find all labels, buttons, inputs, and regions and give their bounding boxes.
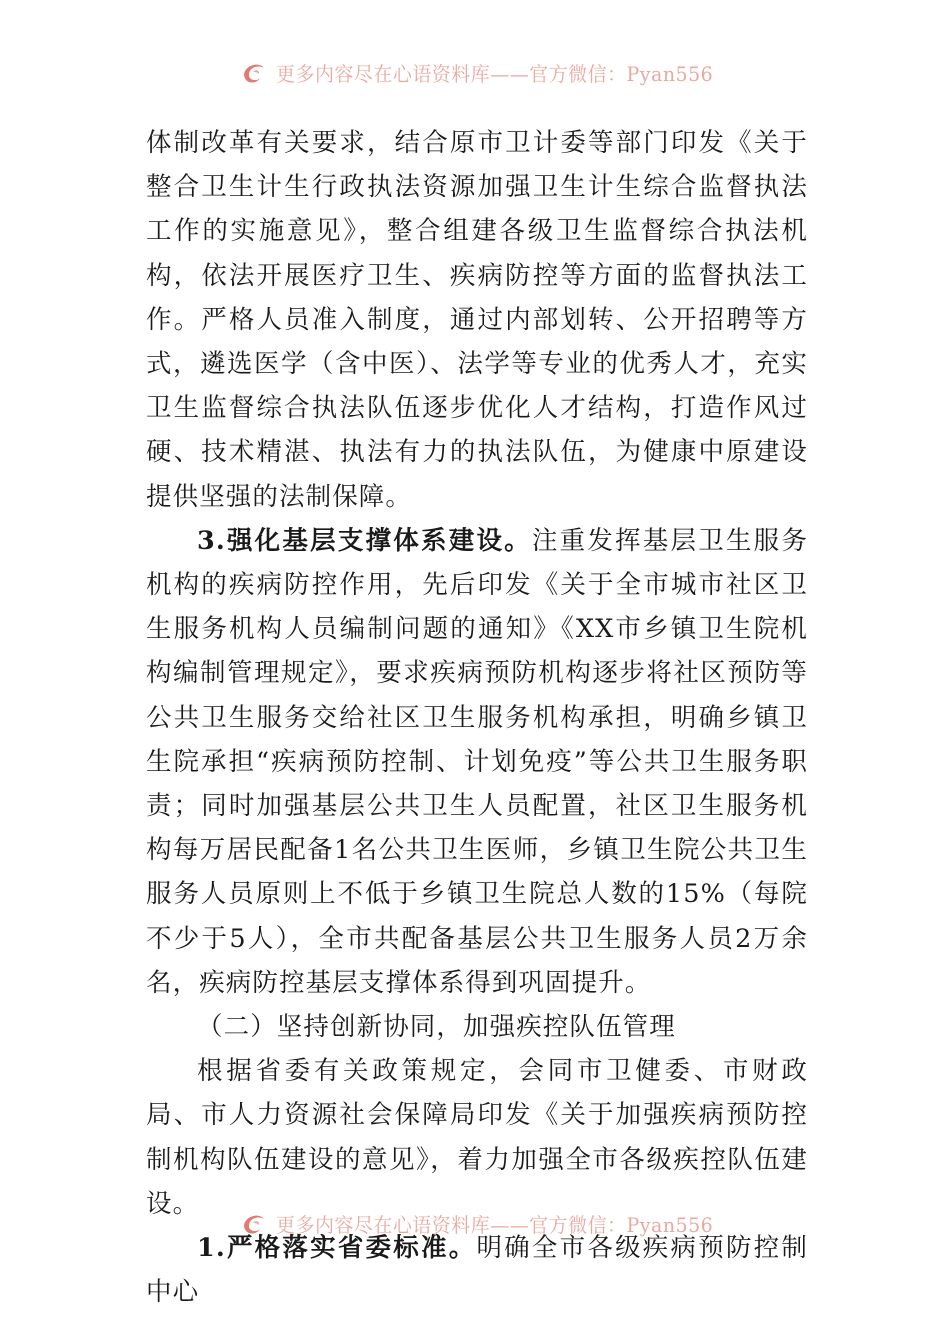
header-watermark-text: 更多内容尽在心语资料库——官方微信：Pyan556: [276, 61, 714, 86]
header-watermark: [240, 52, 720, 92]
paragraph-1: [146, 121, 808, 519]
section-heading: [146, 1005, 808, 1049]
paragraph-4-text: 明确全市各级疾病预防控制中心: [146, 1233, 808, 1308]
swirl-logo-icon: [240, 1209, 268, 1237]
paragraph-2-text: 注重发挥基层卫生服务机构的疾病防控作用，先后印发《关于全市城市社区卫生服务机构人员编制问题的通知》《XX市乡镇卫生院机构编制管理规定》，要求疾病预防机构逐步将社区预防等公共卫生服务交给社区卫生服务机构承担，明确乡镇卫生院承担“疾病预防控制、计划免疫”等公共卫生服务职责；同时加强基层公共卫生人员配置，社区卫生服务机构每万居民配备1名公共卫生医师，乡镇卫生院公共卫生服务人员原则上不低于乡镇卫生院总人数的15%（每院不少于5人），全市共配备基层公共卫生服务人员2万余名，疾病防控基层支撑体系得到巩固提升。: [146, 525, 808, 998]
paragraph-2: [146, 519, 808, 1005]
section-heading-text: （二）坚持创新协同，加强疾控队伍管理: [197, 1012, 676, 1043]
body-text: [146, 121, 808, 1314]
paragraph-3: [146, 1049, 808, 1226]
paragraph-2-heading: 3.强化基层支撑体系建设。: [197, 525, 532, 556]
paragraph-3-text: 根据省委有关政策规定，会同市卫健委、市财政局、市人力资源社会保障局印发《关于加强疾病预防控制机构队伍建设的意见》，着力加强全市各级疾控队伍建设。: [146, 1056, 808, 1219]
swirl-logo-icon: [240, 58, 268, 86]
footer-watermark: [240, 1203, 720, 1243]
paragraph-1-text: 体制改革有关要求，结合原市卫计委等部门印发《关于整合卫生计生行政执法资源加强卫生计生综合监督执法工作的实施意见》，整合组建各级卫生监督综合执法机构，依法开展医疗卫生、疾病防控等方面的监督执法工作。严格人员准入制度，通过内部划转、公开招聘等方式，遴选医学（含中医）、法学等专业的优秀人才，充实卫生监督综合执法队伍逐步优化人才结构，打造作风过硬、技术精湛、执法有力的执法队伍，为健康中原建设提供坚强的法制保障。: [146, 128, 808, 512]
footer-watermark-text: 更多内容尽在心语资料库——官方微信：Pyan556: [276, 1212, 714, 1237]
paragraph-4-heading: 1.严格落实省委标准。: [197, 1233, 477, 1264]
